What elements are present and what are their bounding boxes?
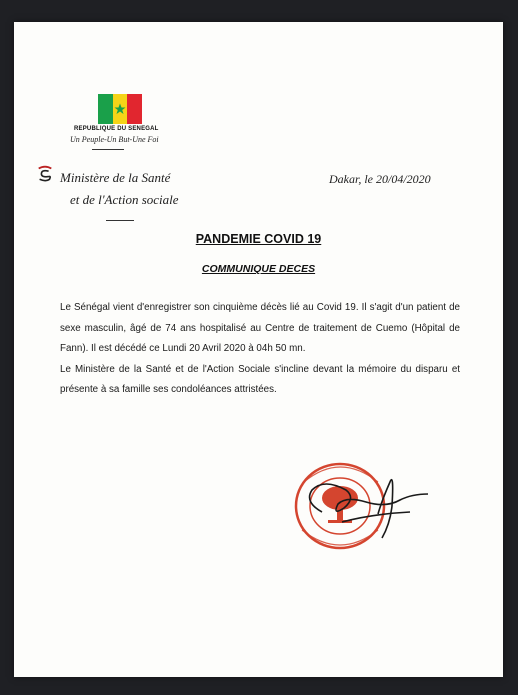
document-page	[14, 22, 503, 677]
ministry-name	[60, 167, 179, 211]
document-date: Dakar, le 20/04/2020	[329, 172, 431, 186]
header-divider	[92, 149, 124, 150]
republic-name: REPUBLIQUE DU SENEGAL	[74, 126, 159, 132]
ministry-line-1: Ministère de la Santé	[60, 170, 171, 185]
flag-band-red	[127, 94, 142, 124]
document-subtitle: COMMUNIQUE DECES	[201, 263, 316, 275]
paragraph-1: Le Sénégal vient d'enregistrer son cinquième décès lié au Covid 19. Il s'agit d'un patient de sexe masculin, âgé de 74 ans hospitalisé au Centre de traitement de Cuemo (Hôpital de Fann). Il est décédé ce Lundi 20 Avril 2020 à 04h 50 mn.	[60, 302, 460, 354]
paragraph-2: Le Ministère de la Santé et de l'Action Sociale s'incline devant la mémoire du disparu et présente à sa famille ses condoléances attristées.	[60, 363, 460, 395]
document-title: PANDEMIE COVID 19	[195, 232, 322, 246]
flag-band-green	[98, 94, 113, 124]
national-motto: Un Peuple-Un But-Une Foi	[70, 135, 159, 144]
ministry-divider	[106, 220, 134, 221]
flag-star-icon	[114, 103, 126, 115]
official-stamp-and-signature	[282, 442, 442, 567]
communique-body	[60, 298, 460, 401]
senegal-flag-icon	[98, 94, 142, 124]
ministry-logo-icon	[36, 164, 54, 182]
ministry-line-2: et de l'Action sociale	[70, 192, 179, 207]
